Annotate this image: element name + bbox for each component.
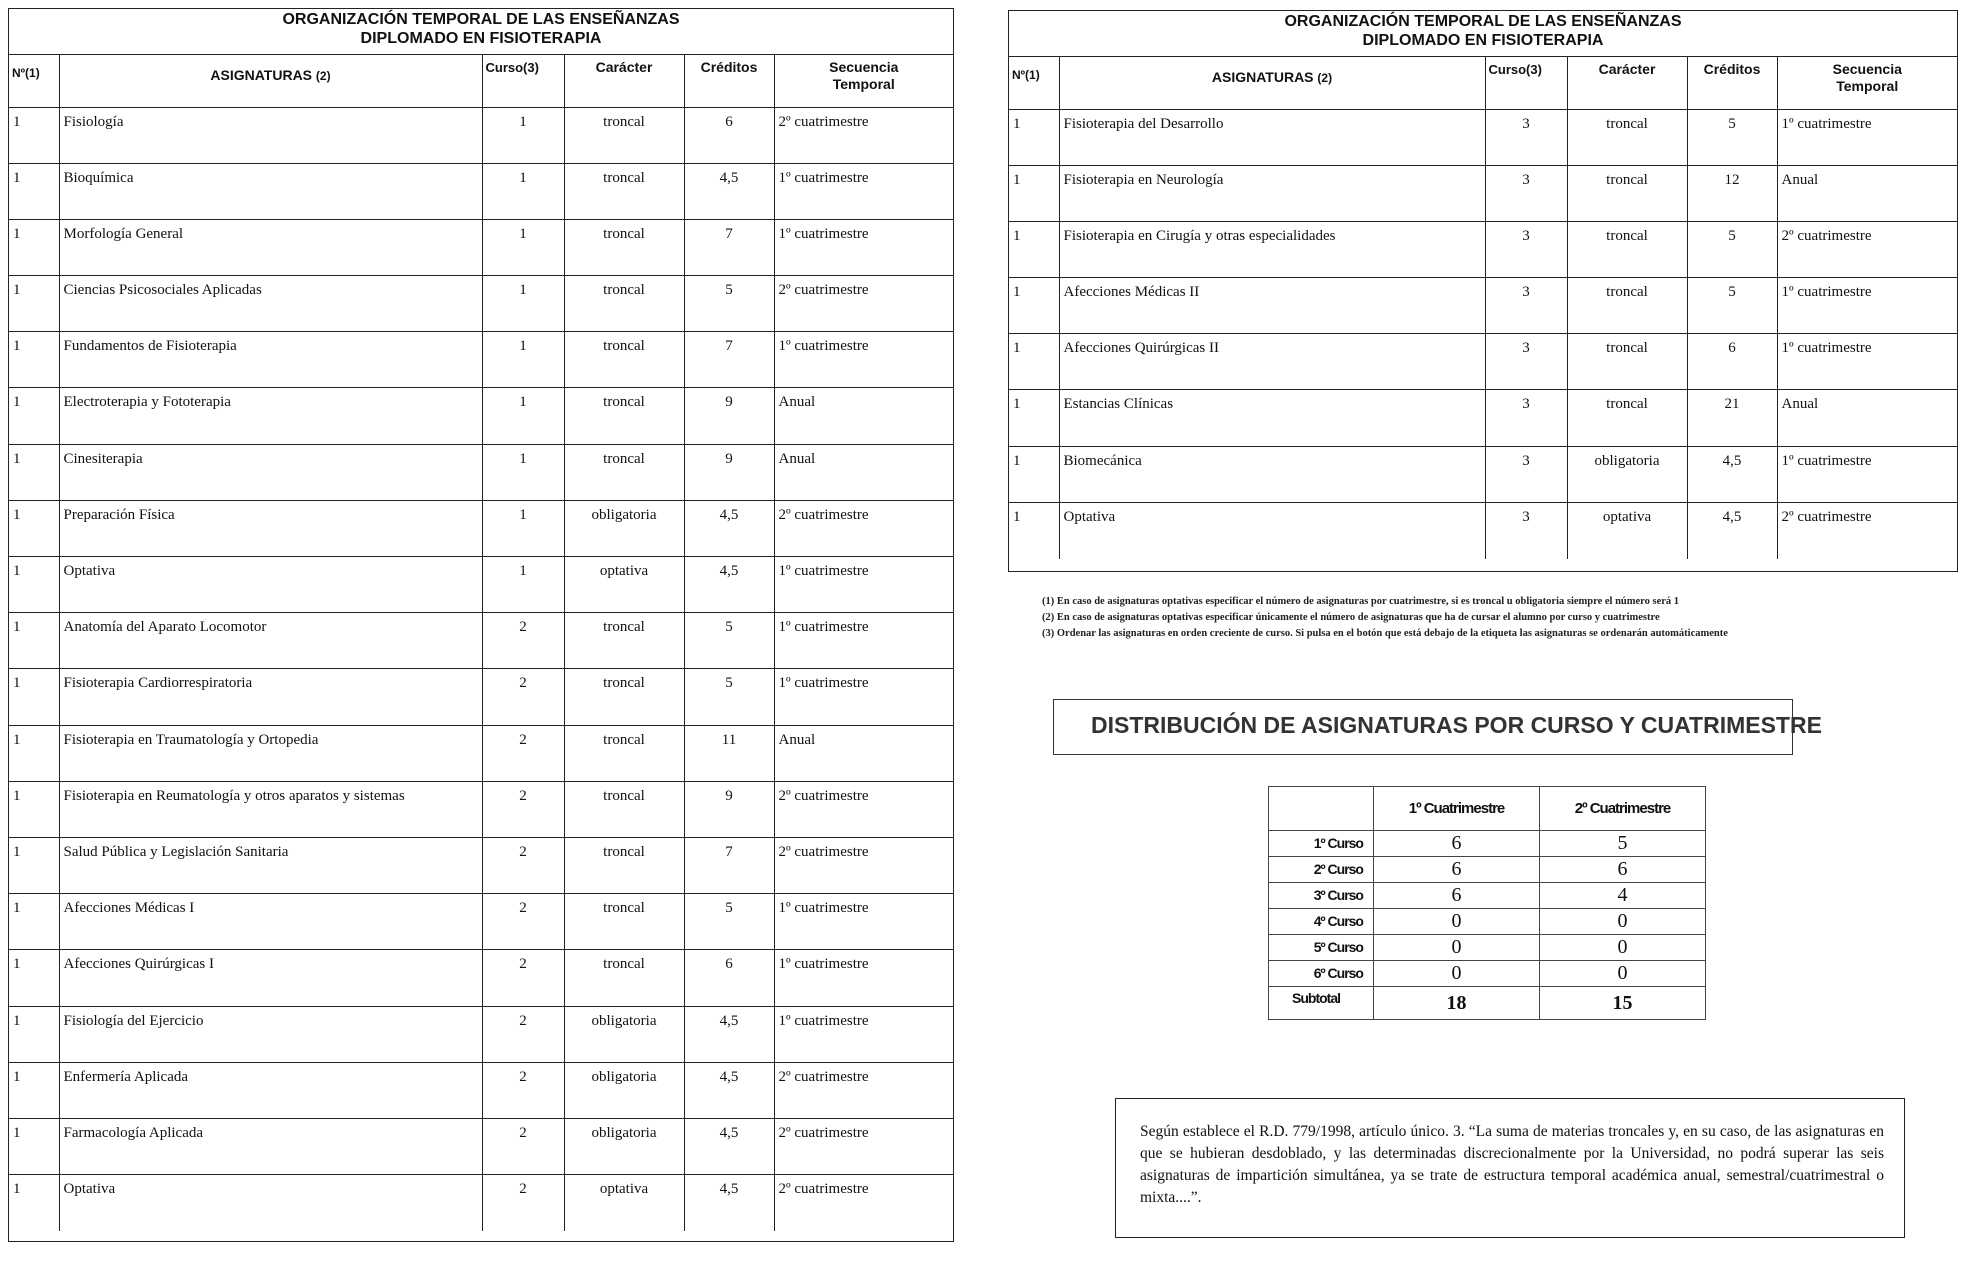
row-creditos: 11 [684,725,774,781]
row-creditos: 5 [684,669,774,725]
row-asignatura: Farmacología Aplicada [59,1118,482,1174]
row-caracter: troncal [564,332,684,388]
row-secuencia: 1º cuatrimestre [774,1006,953,1062]
distribution-header-row [1269,787,1706,831]
row-num: 1 [1009,334,1059,390]
distribution-row [1269,961,1706,987]
row-asignatura: Fisiología [59,107,482,163]
row-creditos: 6 [1687,334,1777,390]
distribution-row-c1: 0 [1374,909,1540,935]
header-creditos: Créditos [1687,57,1777,109]
row-num: 1 [9,163,59,219]
row-secuencia: 1º cuatrimestre [774,894,953,950]
row-curso: 2 [482,1006,564,1062]
row-num: 1 [1009,446,1059,502]
row-curso: 2 [482,725,564,781]
title-line-1: ORGANIZACIÓN TEMPORAL DE LAS ENSEÑANZAS [282,11,680,28]
row-creditos: 7 [684,837,774,893]
row-num: 1 [9,894,59,950]
header-asignaturas[interactable]: ASIGNATURAS (2) [59,55,482,107]
row-creditos: 4,5 [1687,502,1777,558]
row-asignatura: Bioquímica [59,163,482,219]
row-asignatura: Anatomía del Aparato Locomotor [59,613,482,669]
row-secuencia: 2º cuatrimestre [774,781,953,837]
table-row [9,1118,953,1174]
row-asignatura: Ciencias Psicosociales Aplicadas [59,276,482,332]
row-creditos: 5 [1687,221,1777,277]
table-header-row [9,55,953,107]
footnotes [1042,594,1942,642]
row-caracter: troncal [1567,109,1687,165]
row-num: 1 [1009,502,1059,558]
row-num: 1 [1009,109,1059,165]
row-curso: 2 [482,950,564,1006]
row-asignatura: Estancias Clínicas [1059,390,1485,446]
footnote-2: (2) En caso de asignaturas optativas especificar únicamente el número de asignaturas que ha de cursar el alumno por curso y cuatrimestre [1042,612,1660,623]
row-creditos: 5 [1687,278,1777,334]
row-asignatura: Cinesiterapia [59,444,482,500]
row-caracter: troncal [564,837,684,893]
table-row [9,219,953,275]
row-secuencia: 2º cuatrimestre [1777,221,1957,277]
distribution-row [1269,935,1706,961]
row-caracter: troncal [564,950,684,1006]
row-secuencia: 2º cuatrimestre [774,837,953,893]
row-num: 1 [1009,278,1059,334]
row-secuencia: Anual [1777,390,1957,446]
distribution-subtotal-row [1269,987,1706,1020]
distribution-row [1269,831,1706,857]
header-secuencia: Secuencia Temporal [1777,57,1957,109]
title-line-2: DIPLOMADO EN FISIOTERAPIA [360,30,602,47]
footnote-3: (3) Ordenar las asignaturas en orden creciente de curso. Si pulsa en el botón que está debajo de la etiqueta las asignaturas se ordenarán automáticamente [1042,628,1728,639]
row-curso: 1 [482,500,564,556]
distribution-title: DISTRIBUCIÓN DE ASIGNATURAS POR CURSO Y CUATRIMESTRE [1091,712,1822,738]
table-row [9,276,953,332]
row-num: 1 [9,500,59,556]
row-asignatura: Afecciones Quirúrgicas I [59,950,482,1006]
row-num: 1 [9,950,59,1006]
row-asignatura: Fisiología del Ejercicio [59,1006,482,1062]
row-creditos: 9 [684,444,774,500]
table-row [1009,221,1957,277]
row-secuencia: 2º cuatrimestre [774,1118,953,1174]
row-creditos: 21 [1687,390,1777,446]
row-num: 1 [9,388,59,444]
row-creditos: 6 [684,950,774,1006]
row-curso: 2 [482,781,564,837]
row-secuencia: 2º cuatrimestre [774,500,953,556]
row-caracter: troncal [564,725,684,781]
header-caracter: Carácter [564,55,684,107]
table-row [1009,278,1957,334]
panel-title [9,9,953,55]
row-num: 1 [1009,390,1059,446]
row-curso: 2 [482,837,564,893]
row-caracter: troncal [564,444,684,500]
distribution-title-box [1053,699,1822,755]
row-secuencia: 1º cuatrimestre [774,332,953,388]
row-secuencia: Anual [1777,165,1957,221]
subtotal-label: Subtotal [1269,987,1374,1020]
row-asignatura: Electroterapia y Fototerapia [59,388,482,444]
legal-note-box [1115,1098,1905,1238]
table-row [1009,390,1957,446]
row-curso: 3 [1485,446,1567,502]
course-table [1009,57,1957,559]
row-caracter: troncal [1567,278,1687,334]
row-creditos: 6 [684,107,774,163]
row-secuencia: 1º cuatrimestre [774,613,953,669]
row-curso: 3 [1485,109,1567,165]
legal-note-text: Según establece el R.D. 779/1998, artículo único. 3. “La suma de materias troncales y, en su caso, de las asignaturas en que se hubieran desdoblado, y las determinadas discrecionalmente por la Universidad, no podrá superar las seis asignaturas de impartición simultánea, ya se trate de estructura temporal académica anual, semestral/cuatrimestral o mixta....”. [1140,1123,1884,1206]
header-secuencia: Secuencia Temporal [774,55,953,107]
distribution-row-label: 3º Curso [1269,883,1374,909]
header-curso[interactable]: Curso(3) [1485,57,1567,109]
row-creditos: 4,5 [684,500,774,556]
table-row [9,1006,953,1062]
row-caracter: optativa [564,1175,684,1231]
row-caracter: optativa [1567,502,1687,558]
row-creditos: 12 [1687,165,1777,221]
row-num: 1 [9,219,59,275]
row-caracter: troncal [564,894,684,950]
row-caracter: obligatoria [1567,446,1687,502]
table-row [1009,109,1957,165]
row-curso: 2 [482,1062,564,1118]
row-asignatura: Optativa [59,1175,482,1231]
row-curso: 3 [1485,390,1567,446]
row-secuencia: 1º cuatrimestre [774,669,953,725]
row-curso: 1 [482,444,564,500]
row-secuencia: 2º cuatrimestre [774,276,953,332]
row-caracter: troncal [564,219,684,275]
row-asignatura: Optativa [59,557,482,613]
row-caracter: troncal [564,163,684,219]
distribution-row-c2: 0 [1540,961,1706,987]
row-curso: 3 [1485,334,1567,390]
distribution-table [1268,786,1706,1020]
row-creditos: 5 [1687,109,1777,165]
row-asignatura: Fisioterapia en Traumatología y Ortopedia [59,725,482,781]
row-secuencia: 1º cuatrimestre [774,557,953,613]
table-row [9,1175,953,1231]
row-curso: 1 [482,219,564,275]
table-row [9,725,953,781]
row-caracter: obligatoria [564,1006,684,1062]
row-asignatura: Optativa [1059,502,1485,558]
row-caracter: obligatoria [564,1118,684,1174]
row-asignatura: Fisioterapia del Desarrollo [1059,109,1485,165]
row-creditos: 4,5 [684,1175,774,1231]
header-num: Nº(1) [1009,57,1059,109]
row-creditos: 9 [684,388,774,444]
panel-title [1009,11,1957,57]
table-row [9,388,953,444]
row-creditos: 7 [684,332,774,388]
row-num: 1 [9,557,59,613]
row-creditos: 4,5 [1687,446,1777,502]
row-curso: 2 [482,894,564,950]
row-secuencia: 1º cuatrimestre [1777,334,1957,390]
row-secuencia: 1º cuatrimestre [1777,278,1957,334]
distribution-row [1269,857,1706,883]
table-row [9,894,953,950]
row-secuencia: Anual [774,444,953,500]
distribution-row-c2: 5 [1540,831,1706,857]
row-curso: 1 [482,163,564,219]
row-asignatura: Biomecánica [1059,446,1485,502]
row-num: 1 [9,837,59,893]
row-curso: 2 [482,613,564,669]
row-num: 1 [9,725,59,781]
row-secuencia: 1º cuatrimestre [1777,446,1957,502]
row-creditos: 5 [684,894,774,950]
row-curso: 3 [1485,502,1567,558]
row-secuencia: Anual [774,388,953,444]
row-creditos: 9 [684,781,774,837]
row-caracter: troncal [1567,221,1687,277]
row-curso: 1 [482,107,564,163]
row-creditos: 4,5 [684,1118,774,1174]
table-row [9,163,953,219]
distribution-row-c1: 6 [1374,831,1540,857]
course-table [9,55,953,1231]
row-caracter: troncal [564,613,684,669]
distribution-row-label: 4º Curso [1269,909,1374,935]
row-secuencia: Anual [774,725,953,781]
table-row [9,500,953,556]
distribution-row-c2: 4 [1540,883,1706,909]
distribution-row-c1: 0 [1374,935,1540,961]
distribution-row-c2: 6 [1540,857,1706,883]
subtotal-c2: 15 [1540,987,1706,1020]
row-curso: 2 [482,669,564,725]
distribution-row-label: 1º Curso [1269,831,1374,857]
row-creditos: 4,5 [684,163,774,219]
row-curso: 2 [482,1175,564,1231]
row-curso: 3 [1485,278,1567,334]
row-asignatura: Afecciones Médicas I [59,894,482,950]
row-caracter: troncal [564,781,684,837]
right-course-table-panel [1008,10,1958,572]
table-row [9,781,953,837]
table-row [9,1062,953,1118]
header-num: Nº(1) [9,55,59,107]
header-caracter: Carácter [1567,57,1687,109]
table-row [9,613,953,669]
row-creditos: 5 [684,276,774,332]
row-asignatura: Fisioterapia en Reumatología y otros aparatos y sistemas [59,781,482,837]
title-line-2: DIPLOMADO EN FISIOTERAPIA [1362,32,1604,49]
row-asignatura: Fisioterapia en Cirugía y otras especialidades [1059,221,1485,277]
row-asignatura: Enfermería Aplicada [59,1062,482,1118]
row-caracter: obligatoria [564,500,684,556]
row-secuencia: 1º cuatrimestre [774,950,953,1006]
row-secuencia: 2º cuatrimestre [774,1062,953,1118]
row-caracter: obligatoria [564,1062,684,1118]
table-header-row [1009,57,1957,109]
title-line-1: ORGANIZACIÓN TEMPORAL DE LAS ENSEÑANZAS [1284,13,1682,30]
footnote-1: (1) En caso de asignaturas optativas especificar el número de asignaturas por cuatrimestre, si es troncal u obligatoria siempre el número será 1 [1042,596,1680,607]
row-secuencia: 1º cuatrimestre [1777,109,1957,165]
row-num: 1 [9,276,59,332]
row-num: 1 [9,781,59,837]
row-num: 1 [9,613,59,669]
header-asignaturas[interactable]: ASIGNATURAS (2) [1059,57,1485,109]
row-creditos: 4,5 [684,1062,774,1118]
header-curso[interactable]: Curso(3) [482,55,564,107]
row-num: 1 [9,1118,59,1174]
row-asignatura: Afecciones Médicas II [1059,278,1485,334]
row-asignatura: Fisioterapia Cardiorrespiratoria [59,669,482,725]
row-caracter: troncal [1567,165,1687,221]
row-curso: 3 [1485,221,1567,277]
row-caracter: troncal [564,669,684,725]
left-course-table-panel [8,8,954,1242]
row-num: 1 [9,1062,59,1118]
table-row [9,837,953,893]
row-curso: 1 [482,557,564,613]
row-curso: 1 [482,332,564,388]
row-num: 1 [9,332,59,388]
row-secuencia: 2º cuatrimestre [1781,508,1872,525]
row-secuencia: 2º cuatrimestre [774,107,953,163]
table-row [1009,502,1957,558]
subtotal-c1: 18 [1374,987,1540,1020]
row-creditos: 7 [684,219,774,275]
table-row [9,444,953,500]
table-row [9,557,953,613]
row-caracter: troncal [564,388,684,444]
table-row [9,107,953,163]
row-creditos: 4,5 [684,1006,774,1062]
table-row [9,669,953,725]
distribution-row-c1: 6 [1374,883,1540,909]
row-caracter: troncal [1567,390,1687,446]
row-caracter: troncal [1567,334,1687,390]
row-creditos: 5 [684,613,774,669]
row-secuencia: 1º cuatrimestre [774,219,953,275]
row-creditos: 4,5 [684,557,774,613]
distribution-row [1269,883,1706,909]
row-num: 1 [9,669,59,725]
row-caracter: optativa [564,557,684,613]
header-creditos: Créditos [684,55,774,107]
table-row [9,950,953,1006]
distribution-row-c2: 0 [1540,909,1706,935]
table-row [9,332,953,388]
row-curso: 1 [482,388,564,444]
row-num: 1 [9,444,59,500]
row-asignatura: Fisioterapia en Neurología [1059,165,1485,221]
row-curso: 1 [482,276,564,332]
distribution-corner [1269,787,1374,831]
distribution-col-1: 1º Cuatrimestre [1374,787,1540,831]
row-curso: 2 [482,1118,564,1174]
distribution-row-c1: 6 [1374,857,1540,883]
distribution-col-2: 2º Cuatrimestre [1540,787,1706,831]
row-asignatura: Preparación Física [59,500,482,556]
distribution-row-c1: 0 [1374,961,1540,987]
row-num: 1 [1009,221,1059,277]
distribution-row-label: 5º Curso [1269,935,1374,961]
table-row [1009,334,1957,390]
distribution-row-label: 6º Curso [1269,961,1374,987]
row-asignatura: Fundamentos de Fisioterapia [59,332,482,388]
row-num: 1 [9,107,59,163]
table-row [1009,165,1957,221]
distribution-row-label: 2º Curso [1269,857,1374,883]
row-num: 1 [9,1006,59,1062]
row-num: 1 [1009,165,1059,221]
row-curso: 3 [1485,165,1567,221]
row-asignatura: Salud Pública y Legislación Sanitaria [59,837,482,893]
row-caracter: troncal [564,276,684,332]
row-num: 1 [9,1175,59,1231]
row-asignatura: Morfología General [59,219,482,275]
row-secuencia: 1º cuatrimestre [774,163,953,219]
distribution-row-c2: 0 [1540,935,1706,961]
row-caracter: troncal [564,107,684,163]
distribution-row [1269,909,1706,935]
table-row [1009,446,1957,502]
row-asignatura: Afecciones Quirúrgicas II [1059,334,1485,390]
row-secuencia: 2º cuatrimestre [778,1181,869,1198]
